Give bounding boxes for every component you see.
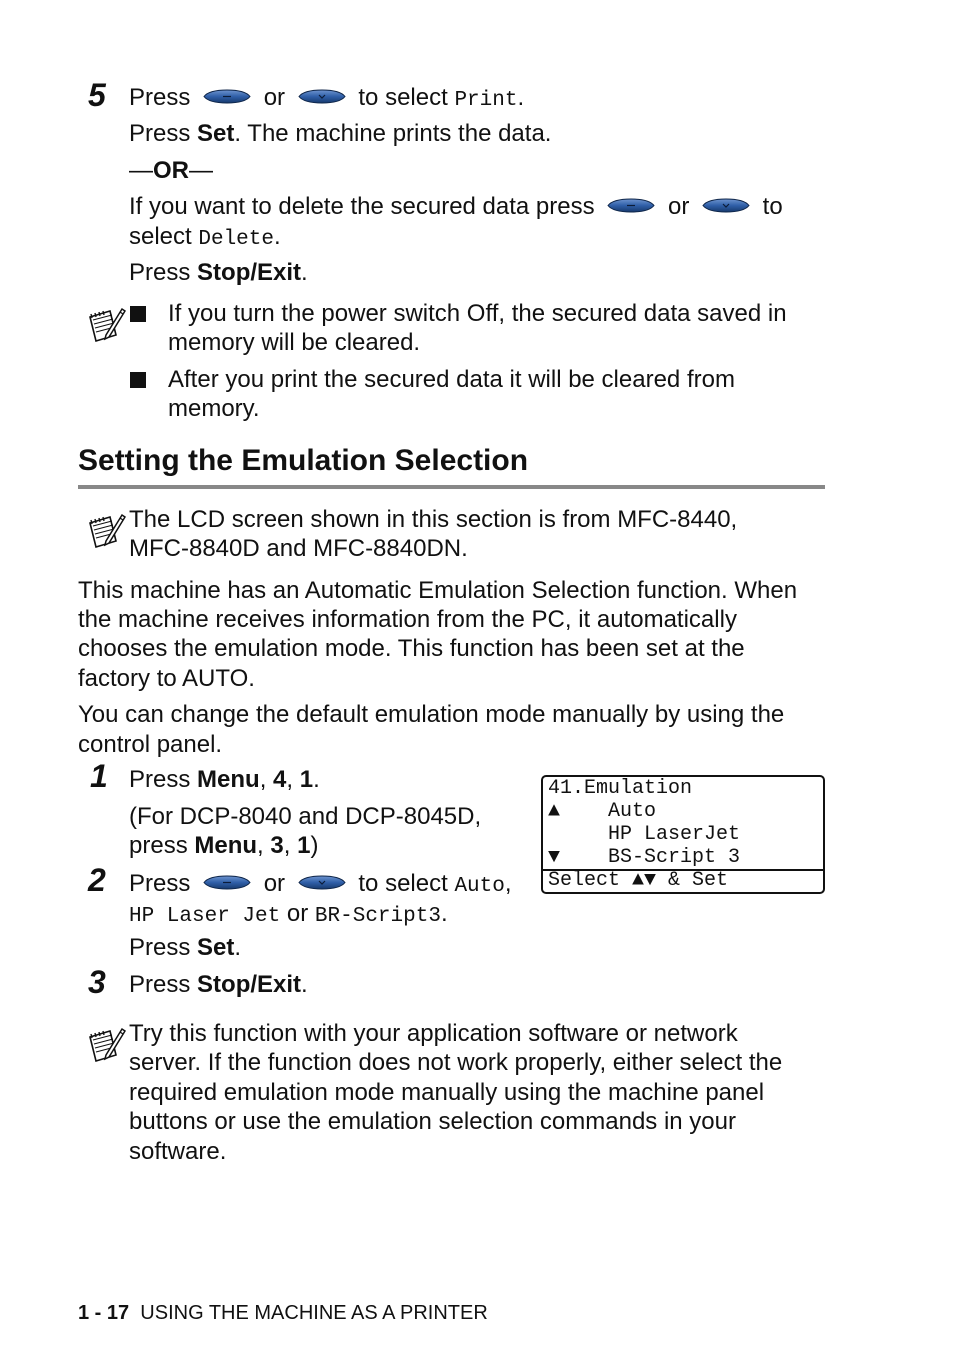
code-delete: Delete (198, 228, 274, 251)
note-pencil-icon (86, 1025, 126, 1065)
step5-line4 (129, 192, 783, 222)
text: to (762, 193, 783, 220)
para2-line2: control panel. (78, 731, 223, 758)
or-label: OR (153, 157, 189, 184)
note3-line3: required emulation mode manually using the machine panel (129, 1079, 765, 1106)
para1-line2: the machine receives information from the PC, it automatically (78, 606, 737, 633)
para1-line1: This machine has an Automatic Emulation Selection function. When (78, 577, 798, 604)
lcd-row-footer: Select ▲▼ & Set (548, 869, 729, 892)
bullet-square-icon (130, 306, 146, 322)
code-print: Print (454, 89, 518, 112)
code-br-script3: BR-Script3 (314, 905, 441, 928)
text: or (263, 84, 286, 111)
key-stop-exit: Stop/Exit (197, 259, 302, 286)
code-hp-laser-jet: HP Laser Jet (129, 905, 281, 928)
text: . (274, 223, 281, 250)
text: Press (129, 766, 191, 793)
note3-line5: software. (129, 1138, 227, 1165)
text: to select (358, 870, 448, 897)
right-arrow-button-icon (702, 197, 750, 214)
step2-line3 (129, 933, 241, 963)
text: to select (358, 84, 448, 111)
text: Press (129, 259, 191, 286)
text: . (313, 766, 320, 793)
step5-line2 (129, 119, 551, 149)
page-number: 1 - 17 (78, 1302, 130, 1324)
text: Press (129, 870, 191, 897)
step2-line1 (129, 869, 512, 902)
text: . (301, 971, 308, 998)
key-set: Set (197, 934, 235, 961)
footer-section-title: USING THE MACHINE AS A PRINTER (140, 1302, 488, 1324)
note1-bullet1-line2: memory will be cleared. (168, 329, 421, 356)
step5-line5 (129, 222, 281, 255)
lcd-row-title: 41.Emulation (548, 777, 693, 800)
bullet-square-icon (130, 372, 146, 388)
lcd-row-auto: ▲ Auto (548, 800, 657, 823)
text: Press (129, 934, 191, 961)
key-1: 1 (297, 832, 311, 859)
para2-line1: You can change the default emulation mode manually by using the (78, 701, 785, 728)
text: . (301, 259, 308, 286)
note1-bullet2-line1: After you print the secured data it will be cleared from (168, 366, 735, 393)
step5-line6 (129, 258, 308, 288)
right-arrow-button-icon (298, 874, 346, 891)
text: , (257, 832, 271, 859)
para1-line3: chooses the emulation mode. This function has been set at the (78, 635, 745, 662)
step-number-2: 2 (88, 862, 106, 898)
note2-line1: The LCD screen shown in this section is from MFC-8440, (129, 506, 738, 533)
para1-line4: factory to AUTO. (78, 665, 255, 692)
step3-line1 (129, 970, 308, 1000)
step2-line2 (129, 899, 448, 932)
note1-bullet1-line1: If you turn the power switch Off, the secured data saved in (168, 300, 787, 327)
step5-line1 (129, 83, 524, 116)
key-4: 4 (273, 766, 287, 793)
lcd-screen (541, 775, 825, 894)
key-set: Set (197, 120, 235, 147)
text: select (129, 223, 192, 250)
step1-line3 (129, 831, 318, 861)
step-number-3: 3 (88, 964, 106, 1000)
text: , (259, 766, 274, 793)
left-arrow-button-icon (203, 88, 251, 105)
section-heading: Setting the Emulation Selection (78, 444, 529, 477)
left-arrow-button-icon (203, 874, 251, 891)
left-arrow-button-icon (607, 197, 655, 214)
text: Press (129, 971, 191, 998)
note3-line4: buttons or use the emulation selection commands in your (129, 1108, 736, 1135)
key-menu: Menu (194, 832, 258, 859)
text: or (286, 900, 309, 927)
text: . (440, 900, 448, 927)
page-footer (78, 1300, 488, 1326)
text: Press (129, 84, 191, 111)
text: press (129, 832, 188, 859)
text: , (286, 766, 300, 793)
text: If you want to delete the secured data press (129, 193, 595, 220)
step-number-5: 5 (88, 77, 106, 113)
text: ) (310, 832, 319, 859)
step1-line2: (For DCP-8040 and DCP-8045D, (129, 803, 482, 830)
dash: — (129, 157, 153, 184)
key-1: 1 (299, 766, 314, 793)
text: , (504, 870, 512, 897)
note-pencil-icon (86, 511, 126, 551)
step5-or-line (129, 156, 213, 186)
note3-line1: Try this function with your application software or network (129, 1020, 738, 1047)
text: or (667, 193, 690, 220)
lcd-row-hp: HP LaserJet (548, 823, 741, 846)
step-number-1: 1 (90, 758, 108, 794)
note1-bullet2-line2: memory. (168, 395, 260, 422)
heading-rule (78, 485, 825, 489)
text: . (234, 934, 242, 961)
note-pencil-icon (86, 305, 126, 345)
right-arrow-button-icon (298, 88, 346, 105)
lcd-row-bs: ▼ BS-Script 3 (548, 846, 741, 869)
key-3: 3 (270, 832, 284, 859)
note3-line2: server. If the function does not work properly, either select the (129, 1049, 783, 1076)
dash: — (189, 157, 213, 184)
code-auto: Auto (454, 875, 505, 898)
text: . (517, 84, 525, 111)
step1-line1 (129, 765, 320, 795)
text: Press (129, 120, 191, 147)
key-menu: Menu (197, 766, 260, 793)
key-stop-exit: Stop/Exit (197, 971, 302, 998)
text: or (263, 870, 286, 897)
note2-line2: MFC-8840D and MFC-8840DN. (129, 535, 468, 562)
text: , (283, 832, 298, 859)
text: . The machine prints the data. (234, 120, 552, 147)
